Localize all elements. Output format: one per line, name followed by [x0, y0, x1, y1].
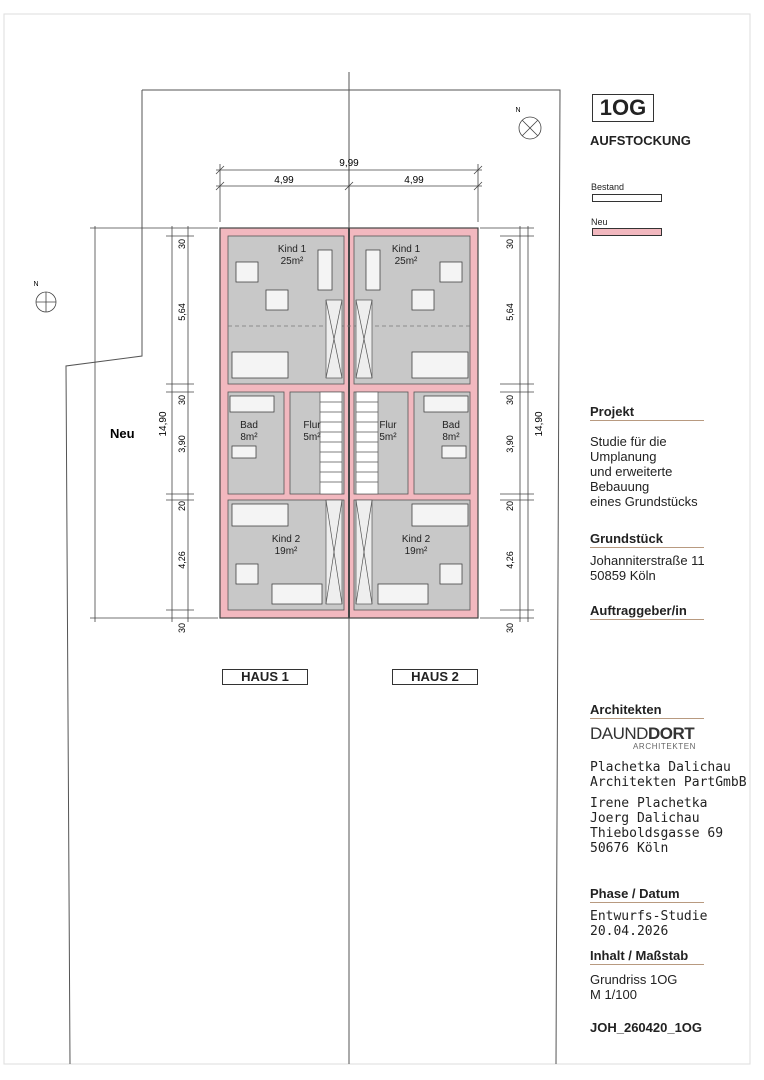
dim-total-depth-right: 14,90 — [534, 411, 545, 437]
top-dimensions — [216, 164, 482, 222]
stair-haus-2 — [356, 392, 378, 494]
room-name: Kind 1 — [391, 244, 421, 255]
dim-seg: 5,64 — [505, 303, 515, 321]
brand-bold: DORT — [647, 724, 695, 743]
floor-title: 1OG — [592, 94, 654, 122]
room-name: Kind 1 — [277, 244, 307, 255]
phase-heading: Phase / Datum — [590, 886, 704, 903]
stair-haus-1 — [320, 392, 342, 494]
dim-segments-left — [177, 239, 187, 633]
people-text: Irene Plachetka Joerg Dalichau Thieboldsgasse 69 50676 Köln — [590, 796, 724, 856]
room-name: Bad — [240, 420, 258, 431]
room-area: 19m² — [404, 546, 428, 557]
brand-sub: ARCHITEKTEN — [633, 742, 697, 751]
dim-seg: 3,90 — [505, 435, 515, 453]
room-name: Kind 2 — [401, 534, 431, 545]
room-area: 8m² — [442, 432, 460, 443]
dim-seg: 3,90 — [177, 435, 187, 453]
room-area: 8m² — [240, 432, 258, 443]
dim-seg: 30 — [505, 622, 515, 634]
projekt-text: Studie für die Umplanung und erweiterte Bebauung eines Grundstücks — [590, 434, 698, 509]
legend-neu-label: Neu — [591, 217, 608, 227]
room-area: 19m² — [274, 546, 298, 557]
dim-segments-right — [505, 239, 515, 633]
dim-total-width: 9,99 — [339, 158, 359, 169]
legend-neu-swatch — [592, 228, 662, 236]
dim-half-width-1: 4,99 — [274, 175, 294, 186]
haus-2-label: HAUS 2 — [392, 669, 478, 685]
room-area: 5m² — [379, 432, 397, 443]
grundstueck-heading: Grundstück — [590, 531, 704, 548]
dim-seg: 30 — [505, 238, 515, 250]
legend-bestand-label: Bestand — [591, 182, 625, 192]
room-area: 25m² — [280, 256, 304, 267]
drawing-id: JOH_260420_1OG — [590, 1020, 703, 1035]
architekten-heading: Architekten — [590, 702, 704, 719]
room-name: Flur — [379, 420, 397, 431]
dim-seg: 20 — [505, 500, 515, 512]
auftraggeber-heading: Auftraggeber/in — [590, 603, 704, 620]
dim-seg: 30 — [505, 394, 515, 406]
haus-1-label: HAUS 1 — [222, 669, 308, 685]
dim-seg: 30 — [177, 238, 187, 250]
grundstueck-text: Johanniterstraße 11 50859 Köln — [590, 553, 705, 583]
north-label: N — [515, 107, 521, 114]
room-name: Kind 2 — [271, 534, 301, 545]
firm-text: Plachetka Dalichau Architekten PartGmbB — [590, 760, 747, 790]
dim-seg: 4,26 — [177, 551, 187, 569]
north-label: N — [33, 281, 39, 288]
dim-seg: 30 — [177, 622, 187, 634]
site-boundary-left — [66, 90, 142, 1064]
plan-subtitle: AUFSTOCKUNG — [590, 133, 691, 148]
brand-light: DAUND — [590, 724, 648, 743]
neu-site-label: Neu — [110, 426, 135, 441]
phase-text: Entwurfs-Studie 20.04.2026 — [590, 909, 708, 939]
legend-bestand-swatch — [592, 194, 662, 202]
brand-logo — [590, 724, 694, 744]
dim-half-width-2: 4,99 — [404, 175, 424, 186]
dim-seg: 20 — [177, 500, 187, 512]
room-name: Bad — [442, 420, 460, 431]
dim-total-depth-left: 14,90 — [158, 411, 169, 437]
room-area: 5m² — [303, 432, 321, 443]
inhalt-text: Grundriss 1OG M 1/100 — [590, 972, 678, 1002]
room-name: Flur — [303, 420, 321, 431]
projekt-heading: Projekt — [590, 404, 704, 421]
inhalt-heading: Inhalt / Maßstab — [590, 948, 704, 965]
dim-seg: 4,26 — [505, 551, 515, 569]
dim-seg: 5,64 — [177, 303, 187, 321]
room-area: 25m² — [394, 256, 418, 267]
dim-seg: 30 — [177, 394, 187, 406]
